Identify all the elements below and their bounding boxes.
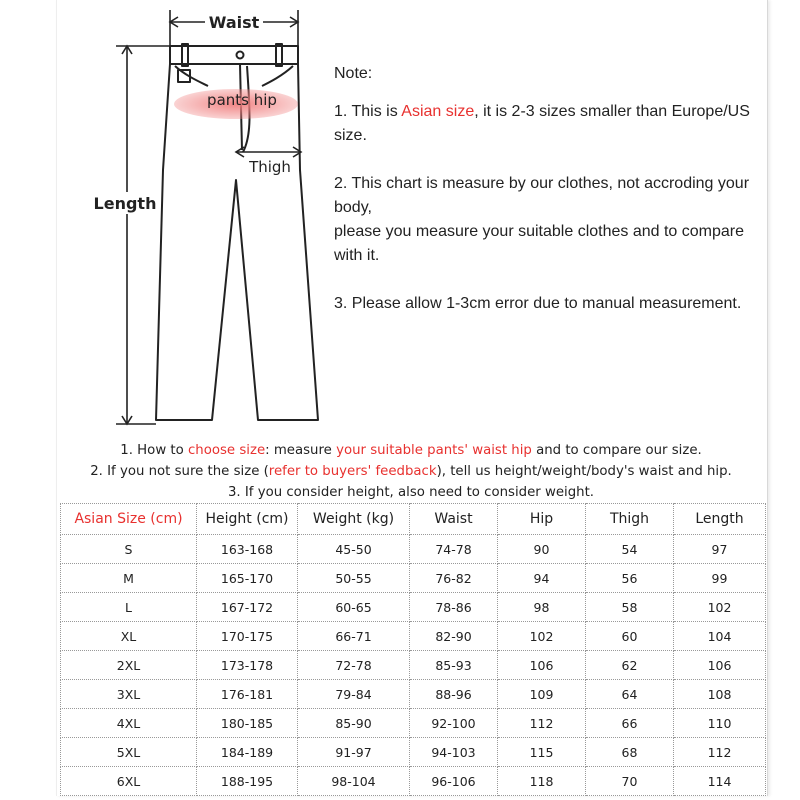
cell-height: 173-178 — [197, 651, 298, 680]
cell-hip: 115 — [498, 738, 586, 767]
table-header-row — [61, 504, 766, 535]
table-row — [61, 593, 766, 622]
asian-size-highlight: Asian size — [401, 103, 475, 120]
cell-hip: 98 — [498, 593, 586, 622]
header-height: Height (cm) — [197, 504, 298, 535]
cell-thigh: 70 — [586, 767, 674, 796]
cell-hip: 90 — [498, 535, 586, 564]
note-item-2-line-1: 2. This chart is measure by our clothes, not accroding your body, — [334, 175, 750, 216]
cell-thigh: 56 — [586, 564, 674, 593]
instruction-line-1 — [56, 440, 766, 461]
cell-size: M — [61, 564, 197, 593]
cell-height: 180-185 — [197, 709, 298, 738]
note-item-2 — [334, 172, 774, 268]
cell-weight: 79-84 — [298, 680, 410, 709]
cell-thigh: 54 — [586, 535, 674, 564]
cell-weight: 85-90 — [298, 709, 410, 738]
waist-label: Waist — [208, 13, 260, 32]
cell-thigh: 68 — [586, 738, 674, 767]
cell-waist: 76-82 — [410, 564, 498, 593]
cell-hip: 109 — [498, 680, 586, 709]
cell-waist: 88-96 — [410, 680, 498, 709]
cell-weight: 72-78 — [298, 651, 410, 680]
cell-height: 170-175 — [197, 622, 298, 651]
table-row — [61, 767, 766, 796]
cell-waist: 74-78 — [410, 535, 498, 564]
cell-hip: 118 — [498, 767, 586, 796]
cell-thigh: 60 — [586, 622, 674, 651]
cell-weight: 98-104 — [298, 767, 410, 796]
table-row — [61, 709, 766, 738]
cell-thigh: 62 — [586, 651, 674, 680]
instruction-1-highlight-1: choose size — [188, 443, 266, 458]
note-item-2-line-2: please you measure your suitable clothes and to compare with it. — [334, 223, 745, 264]
note-item-1-prefix: 1. This is — [334, 103, 402, 120]
cell-length: 97 — [674, 535, 766, 564]
cell-height: 165-170 — [197, 564, 298, 593]
thigh-arrow — [236, 147, 301, 157]
cell-hip: 112 — [498, 709, 586, 738]
cell-waist: 78-86 — [410, 593, 498, 622]
header-asian-size: Asian Size (cm) — [61, 504, 197, 535]
cell-size: L — [61, 593, 197, 622]
cell-weight: 50-55 — [298, 564, 410, 593]
cell-length: 114 — [674, 767, 766, 796]
cell-waist: 94-103 — [410, 738, 498, 767]
header-hip: Hip — [498, 504, 586, 535]
size-table — [60, 503, 766, 796]
cell-size: 4XL — [61, 709, 197, 738]
cell-size: 5XL — [61, 738, 197, 767]
cell-size: 2XL — [61, 651, 197, 680]
note-title: Note: — [334, 65, 373, 82]
cell-size: 3XL — [61, 680, 197, 709]
instruction-2-text-b: ), tell us height/weight/body's waist and hip. — [436, 464, 732, 479]
instruction-1-text-a: 1. How to — [120, 443, 188, 458]
table-row — [61, 651, 766, 680]
note-item-1-suffix: , it is 2-3 sizes smaller than Europe/US size. — [334, 103, 750, 144]
cell-length: 112 — [674, 738, 766, 767]
cell-length: 110 — [674, 709, 766, 738]
instruction-line-3: 3. If you consider height, also need to consider weight. — [227, 485, 595, 500]
cell-height: 163-168 — [197, 535, 298, 564]
header-length: Length — [674, 504, 766, 535]
pants-hip-label: pants hip — [207, 91, 277, 109]
cell-thigh: 64 — [586, 680, 674, 709]
table-row — [61, 622, 766, 651]
cell-hip: 106 — [498, 651, 586, 680]
cell-height: 167-172 — [197, 593, 298, 622]
instruction-1-text-b: : measure — [265, 443, 337, 458]
instruction-2-highlight: refer to buyers' feedback — [268, 464, 437, 479]
cell-thigh: 66 — [586, 709, 674, 738]
cell-weight: 60-65 — [298, 593, 410, 622]
cell-waist: 92-100 — [410, 709, 498, 738]
length-label: Length — [93, 194, 157, 213]
note-block — [334, 62, 774, 340]
cell-weight: 45-50 — [298, 535, 410, 564]
cell-weight: 66-71 — [298, 622, 410, 651]
instruction-line-2 — [56, 461, 766, 482]
cell-height: 188-195 — [197, 767, 298, 796]
header-weight: Weight (kg) — [298, 504, 410, 535]
cell-length: 108 — [674, 680, 766, 709]
instruction-2-text-a: 2. If you not sure the size ( — [90, 464, 269, 479]
table-row — [61, 738, 766, 767]
instruction-1-highlight-2: your suitable pants' waist hip — [336, 443, 532, 458]
cell-waist: 82-90 — [410, 622, 498, 651]
cell-waist: 85-93 — [410, 651, 498, 680]
cell-waist: 96-106 — [410, 767, 498, 796]
cell-thigh: 58 — [586, 593, 674, 622]
cell-hip: 102 — [498, 622, 586, 651]
note-item-1 — [334, 100, 774, 148]
cell-size: XL — [61, 622, 197, 651]
note-item-3: 3. Please allow 1-3cm error due to manual measurement. — [334, 295, 742, 312]
instructions — [56, 440, 766, 503]
table-row — [61, 564, 766, 593]
cell-size: 6XL — [61, 767, 197, 796]
cell-height: 176-181 — [197, 680, 298, 709]
header-waist: Waist — [410, 504, 498, 535]
cell-height: 184-189 — [197, 738, 298, 767]
cell-size: S — [61, 535, 197, 564]
header-thigh: Thigh — [586, 504, 674, 535]
thigh-label: Thigh — [249, 158, 291, 176]
table-row — [61, 680, 766, 709]
cell-length: 102 — [674, 593, 766, 622]
cell-length: 104 — [674, 622, 766, 651]
cell-length: 99 — [674, 564, 766, 593]
cell-hip: 94 — [498, 564, 586, 593]
table-row — [61, 535, 766, 564]
cell-weight: 91-97 — [298, 738, 410, 767]
cell-length: 106 — [674, 651, 766, 680]
instruction-1-text-c: and to compare our size. — [531, 443, 702, 458]
